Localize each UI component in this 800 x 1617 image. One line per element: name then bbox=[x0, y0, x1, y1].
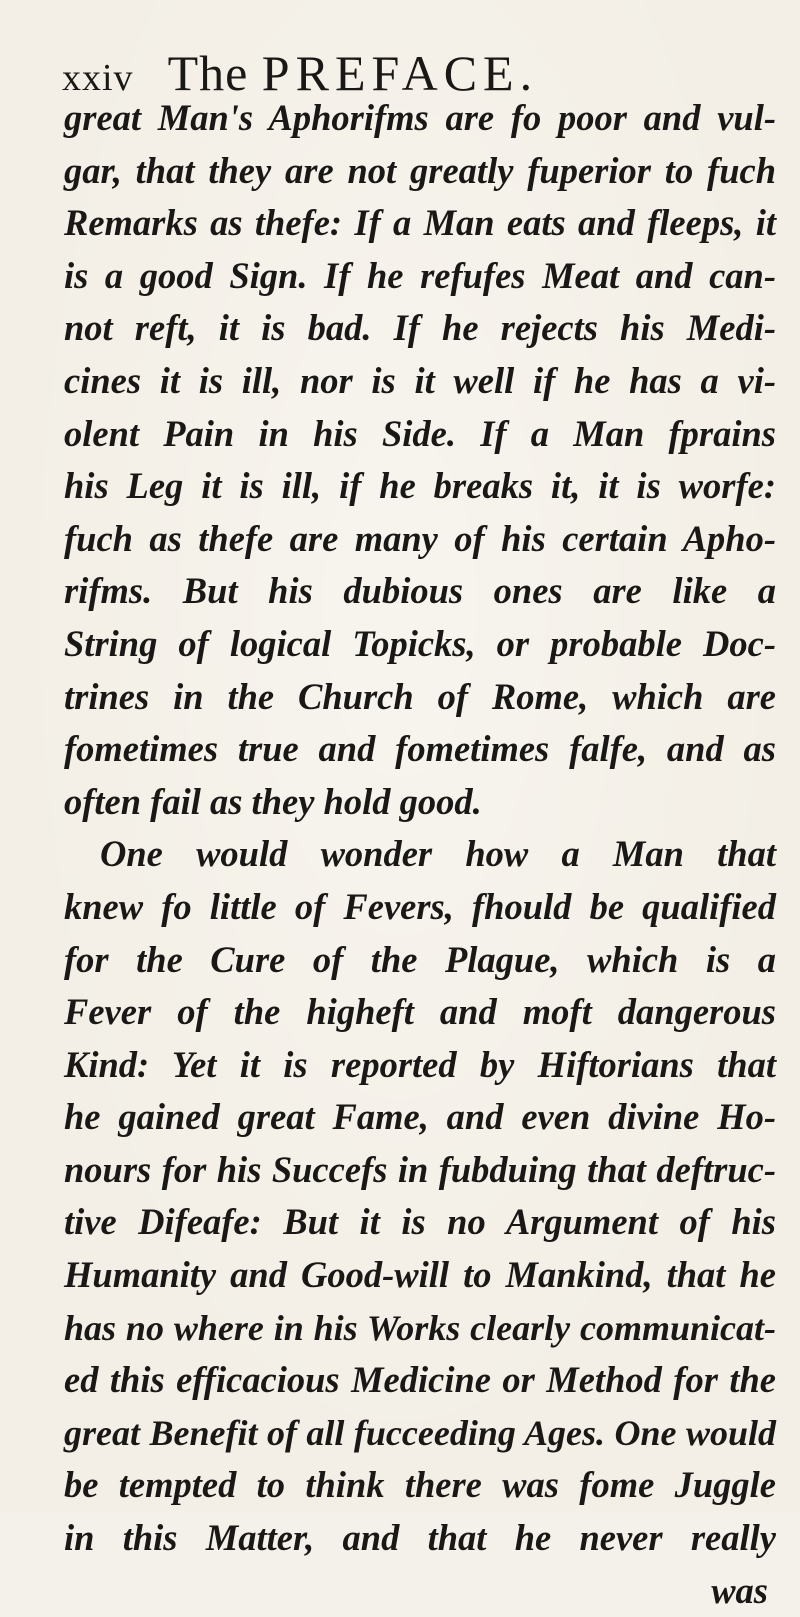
text-line: Fever of the higheft and moft dangerous bbox=[64, 991, 776, 1033]
text-line: not reft, it is bad. If he rejects his Medi- bbox=[64, 307, 776, 349]
text-line: has no where in his Works clearly communicat- bbox=[64, 1307, 776, 1348]
running-head-title-caps: PREFACE. bbox=[261, 45, 539, 101]
text-line: cines it is ill, nor is it well if he has a vi- bbox=[64, 359, 776, 401]
text-line: fuch as thefe are many of his certain Apho- bbox=[64, 517, 776, 559]
text-line: String of logical Topicks, or probable Doc- bbox=[64, 622, 776, 664]
text-line: he gained great Fame, and even divine Ho- bbox=[64, 1096, 776, 1138]
page-number: xxiv bbox=[62, 57, 134, 99]
text-line: in this Matter, and that he never really bbox=[64, 1517, 776, 1559]
text-line: gar, that they are not greatly fuperior to fuch bbox=[64, 149, 776, 191]
text-line: be tempted to think there was fome Juggle bbox=[64, 1464, 776, 1506]
text-line: tive Difeafe: But it is no Argument of his bbox=[64, 1201, 776, 1243]
text-line: nours for his Succefs in fubduing that deftruc- bbox=[64, 1148, 776, 1190]
text-line: rifms. But his dubious ones are like a bbox=[64, 570, 776, 612]
text-line: often fail as they hold good. bbox=[64, 780, 482, 822]
text-line: is a good Sign. If he refufes Meat and can- bbox=[64, 254, 776, 296]
text-line: great Benefit of all fucceeding Ages. One would bbox=[64, 1412, 776, 1453]
text-line: knew fo little of Fevers, fhould be qualified bbox=[64, 885, 776, 927]
text-line: Kind: Yet it is reported by Hiftorians that bbox=[64, 1043, 776, 1085]
catchword: was bbox=[711, 1569, 768, 1611]
text-line: Remarks as thefe: If a Man eats and fleeps, it bbox=[64, 202, 776, 244]
text-line: One would wonder how a Man that bbox=[100, 833, 776, 875]
text-line: ed this efficacious Medicine or Method for the bbox=[64, 1359, 776, 1401]
text-line: fometimes true and fometimes falfe, and as bbox=[64, 728, 776, 770]
running-head-title-word: The bbox=[167, 45, 249, 101]
text-line: his Leg it is ill, if he breaks it, it is worfe: bbox=[64, 465, 776, 507]
body-text bbox=[64, 92, 776, 1617]
text-line: Humanity and Good-will to Mankind, that he bbox=[64, 1254, 776, 1296]
text-line: great Man's Aphorifms are fo poor and vul- bbox=[64, 97, 776, 138]
text-line: for the Cure of the Plague, which is a bbox=[64, 938, 776, 980]
text-line: olent Pain in his Side. If a Man fprains bbox=[64, 412, 776, 454]
text-line: trines in the Church of Rome, which are bbox=[64, 675, 776, 717]
